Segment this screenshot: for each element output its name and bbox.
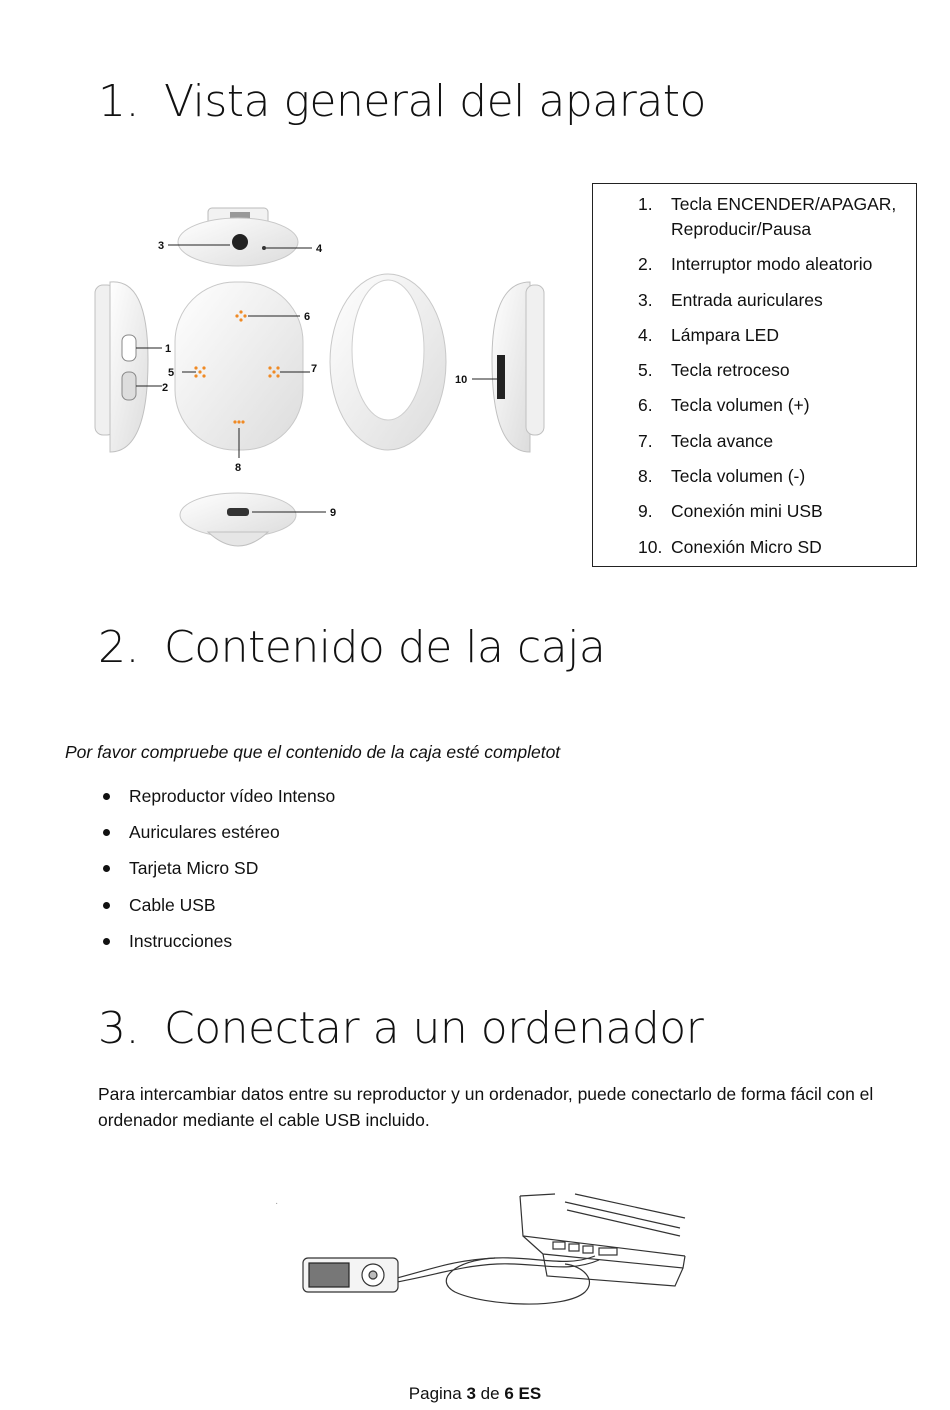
section-1-title: Vista general del aparato <box>164 76 706 127</box>
power-play-pause-key-icon <box>122 335 136 361</box>
bullet-icon <box>103 902 110 909</box>
parts-list <box>593 184 916 560</box>
parts-list-item: 6. Tecla volumen (+) <box>638 395 810 416</box>
usb-connection-illustration <box>265 1188 695 1318</box>
device-right-side-view <box>472 282 544 452</box>
figure-callout-1: 1 <box>165 343 172 355</box>
footer-total-pages: 6 <box>504 1384 514 1403</box>
parts-list-item: 5. Tecla retroceso <box>638 360 790 381</box>
mini-usb-port-icon <box>227 508 249 516</box>
bullet-icon <box>103 829 110 836</box>
page-footer <box>0 1384 950 1404</box>
section-1-heading <box>98 76 706 127</box>
video-player-icon <box>303 1258 398 1292</box>
figure-callout-7: 7 <box>311 363 318 375</box>
bullet-icon <box>103 865 110 872</box>
led-lamp-icon <box>262 246 266 250</box>
bullet-icon <box>103 938 110 945</box>
figure-callout-2: 2 <box>162 382 169 394</box>
parts-list-item: 1. Tecla ENCENDER/APAGAR, Reproducir/Pausa <box>638 194 897 239</box>
device-top-view <box>168 208 312 266</box>
shuffle-switch-icon <box>122 372 136 400</box>
section-3-title: Conectar a un ordenador <box>164 1003 704 1054</box>
usb-cable-icon <box>397 1256 599 1304</box>
section-2-title: Contenido de la caja <box>164 622 606 673</box>
figure-callout-4: 4 <box>316 243 323 255</box>
footer-page-number: 3 <box>466 1384 476 1403</box>
device-clip-view <box>330 274 446 450</box>
list-item: Cable USB <box>100 893 335 918</box>
section-1-number: 1. <box>98 76 139 127</box>
list-item: Tarjeta Micro SD <box>100 856 335 881</box>
section-3-number: 3. <box>98 1003 139 1054</box>
footer-prefix: Pagina <box>408 1384 462 1403</box>
parts-list-item: 9. Conexión mini USB <box>638 501 823 522</box>
section-2-heading <box>98 622 605 673</box>
box-contents-intro: Por favor compruebe que el contenido de la caja esté completot <box>65 742 561 762</box>
device-bottom-view <box>180 493 326 546</box>
parts-list-item: 8. Tecla volumen (-) <box>638 466 806 487</box>
list-item: Reproductor vídeo Intenso <box>100 784 335 809</box>
svg-text:·: · <box>275 1198 279 1209</box>
figure-callout-10: 10 <box>455 374 468 386</box>
device-overview-figure <box>60 190 560 565</box>
footer-middle: de <box>480 1384 500 1403</box>
figure-callout-3: 3 <box>158 240 165 252</box>
laptop-icon <box>520 1194 685 1286</box>
bullet-icon <box>103 793 110 800</box>
headphone-jack-icon <box>232 234 248 250</box>
box-contents-list <box>100 784 335 965</box>
figure-callout-6: 6 <box>304 311 311 323</box>
parts-list-item: 10. Conexión Micro SD <box>638 536 822 557</box>
list-item: Instrucciones <box>100 929 335 954</box>
figure-callout-9: 9 <box>330 507 337 519</box>
parts-list-item: 3. Entrada auriculares <box>638 289 823 310</box>
figure-callout-5: 5 <box>168 367 175 379</box>
list-item: Auriculares estéreo <box>100 820 335 845</box>
section-3-heading <box>98 1003 703 1054</box>
connect-paragraph: Para intercambiar datos entre su reproductor y un ordenador, puede conectarlo de forma fácil con el ordenador mediante el cable USB incluido. <box>98 1084 874 1130</box>
section-2-number: 2. <box>98 622 139 673</box>
parts-list-item: 2. Interruptor modo aleatorio <box>638 254 873 275</box>
parts-legend <box>592 183 917 567</box>
micro-sd-slot-icon <box>497 355 505 399</box>
figure-callout-8: 8 <box>235 462 242 474</box>
device-front-view <box>175 282 310 458</box>
parts-list-item: 7. Tecla avance <box>638 430 774 451</box>
parts-list-item: 4. Lámpara LED <box>638 324 779 345</box>
footer-language: ES <box>518 1384 542 1403</box>
device-left-side-view <box>95 282 162 452</box>
